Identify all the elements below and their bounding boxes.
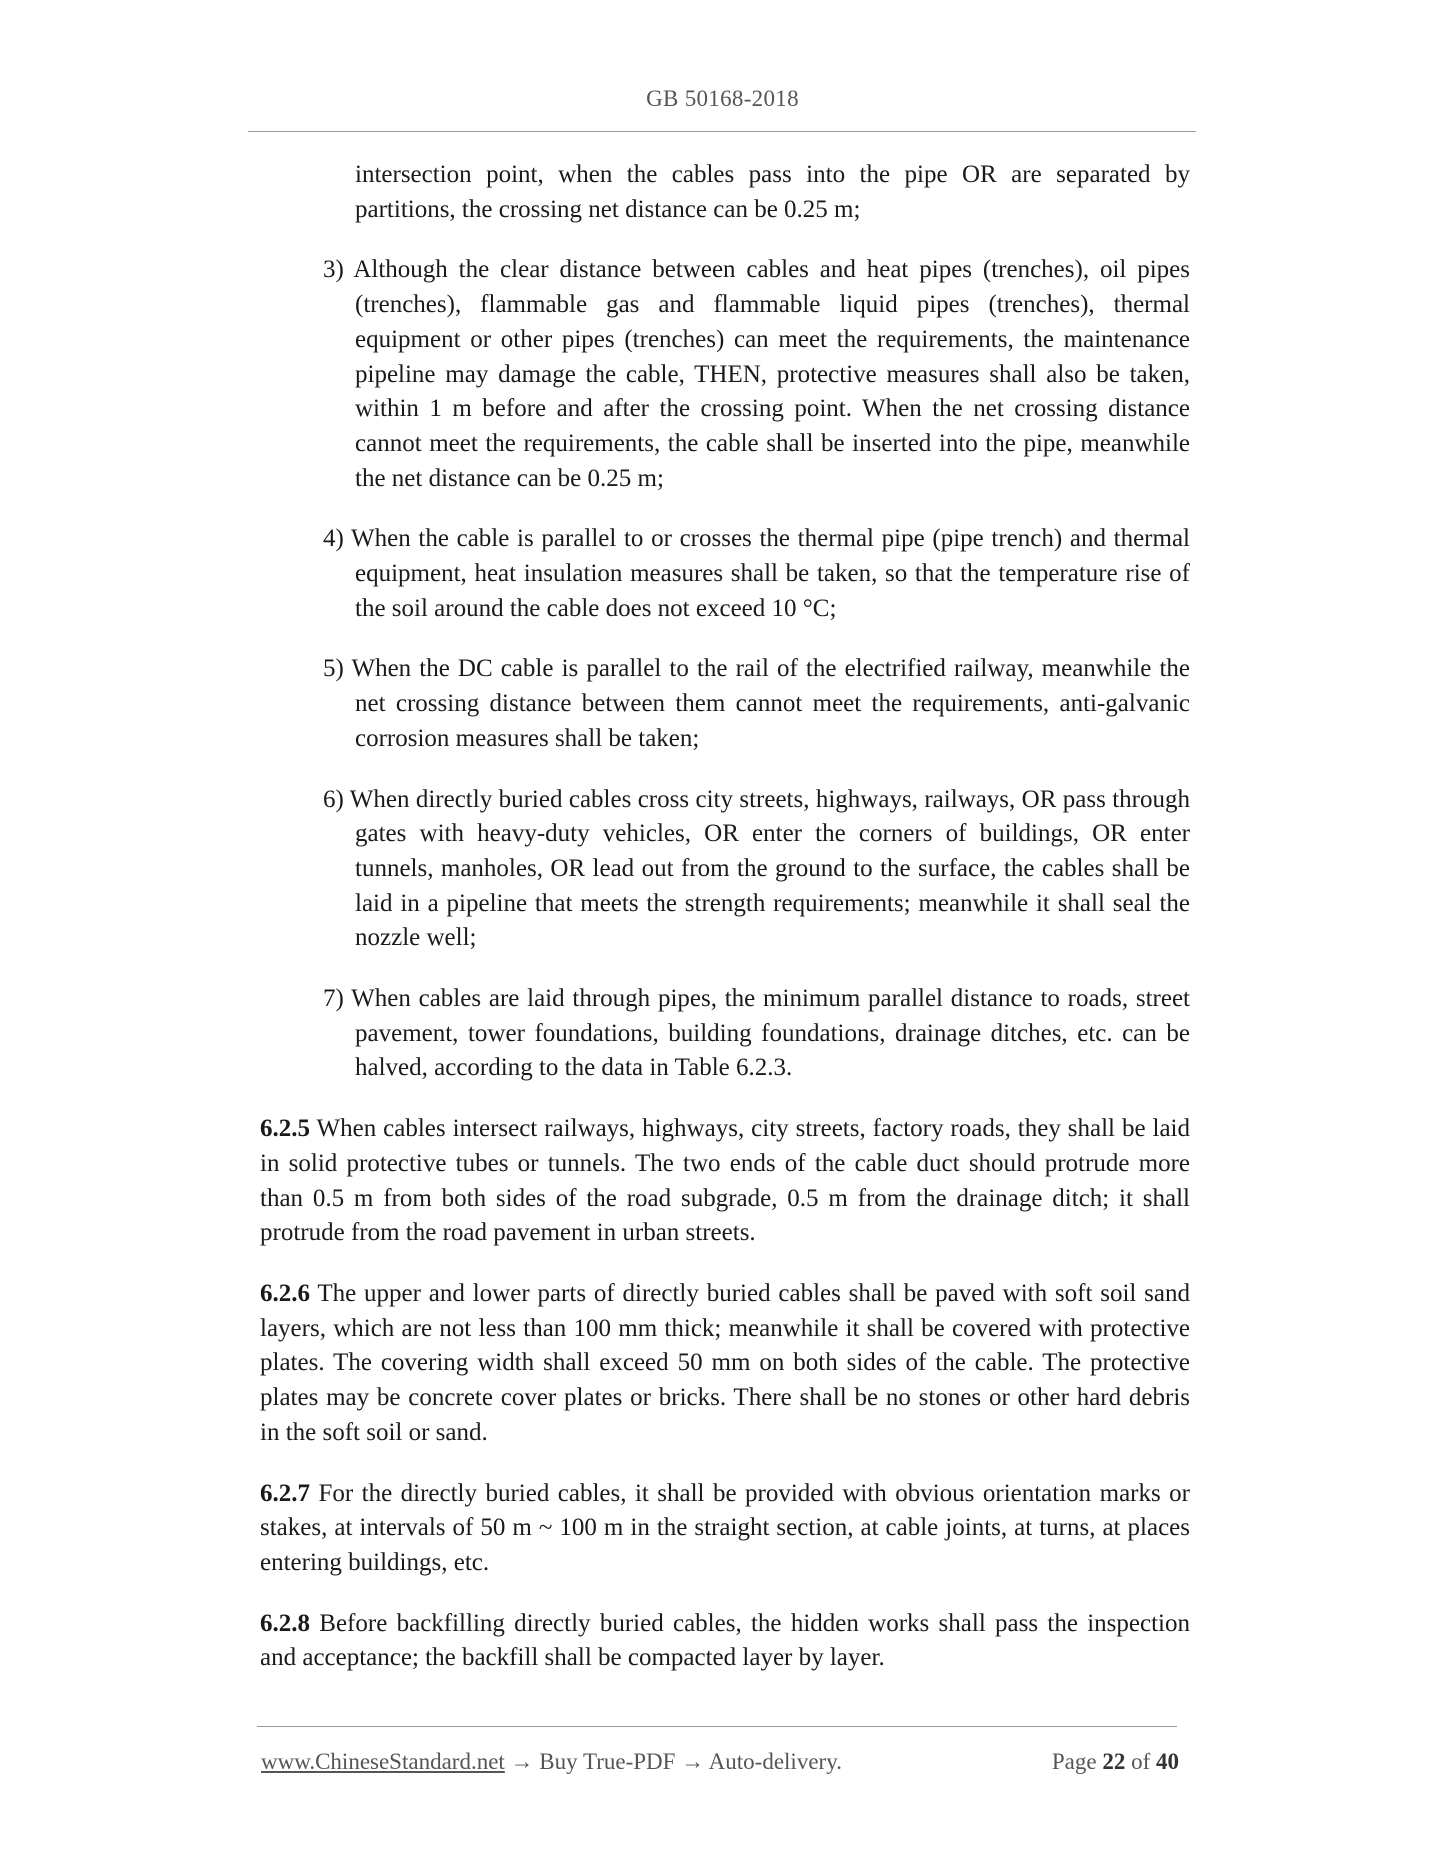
clause-text: For the directly buried cables, it shall be provided with obvious orientation marks or stakes, at intervals of 50 m ~ 100 m in the straight section, at cable joints, at turns, at places entering buildings, etc. — [260, 1479, 1190, 1576]
page-total: 40 — [1156, 1749, 1179, 1774]
arrow-icon: → — [681, 1749, 705, 1774]
clause-paragraph — [260, 1112, 1190, 1251]
list-item: 4) When the cable is parallel to or crosses the thermal pipe (pipe trench) and thermal equipment, heat insulation measures shall be taken, so that the temperature rise of the soil around the cable does not exceed 10 °C; — [323, 525, 1190, 622]
clause-paragraph — [260, 1477, 1190, 1581]
clause-number: 6.2.8 — [260, 1609, 310, 1637]
footer-promo — [261, 1749, 842, 1775]
page-number: 22 — [1102, 1749, 1126, 1774]
of-label: of — [1131, 1749, 1151, 1774]
page-indicator — [1052, 1749, 1179, 1775]
document-header: GB 50168-2018 — [646, 86, 799, 111]
clause-paragraph — [260, 1607, 1190, 1676]
clause-text: When cables intersect railways, highways, city streets, factory roads, they shall be laid in solid protective tubes or tunnels. The two ends of the cable duct should protrude more than 0.5 m from both sides of the road subgrade, 0.5 m from the drainage ditch; it shall protrude from the road pavement in urban streets. — [260, 1115, 1190, 1247]
clause-number: 6.2.7 — [260, 1479, 310, 1507]
page-label: Page — [1051, 1749, 1097, 1774]
list-item: 3) Although the clear distance between cables and heat pipes (trenches), oil pipes (trenches), flammable gas and flammable liquid pipes (trenches), thermal equipment or other pipes (trenches) can meet the requirements, the maintenance pipeline may damage the cable, THEN, protective measures shall also be taken, within 1 m before and after the crossing point. When the net crossing distance cannot meet the requirements, the cable shall be inserted into the pipe, meanwhile the net distance can be 0.25 m; — [323, 256, 1190, 492]
clause-number: 6.2.5 — [260, 1115, 310, 1143]
arrow-icon: → — [510, 1749, 534, 1774]
website-link[interactable]: www.ChineseStandard.net — [261, 1749, 505, 1774]
clause-paragraph — [260, 1277, 1190, 1451]
page-content — [260, 158, 1190, 1676]
footer-divider — [257, 1726, 1177, 1727]
list-item: 5) When the DC cable is parallel to the rail of the electrified railway, meanwhile the net crossing distance between them cannot meet the requirements, anti-galvanic corrosion measures shall be taken; — [323, 655, 1190, 752]
clause-text: Before backfilling directly buried cables, the hidden works shall pass the inspection and acceptance; the backfill shall be compacted layer by layer. — [260, 1609, 1190, 1672]
buy-true-pdf-text: Buy True-PDF — [539, 1749, 676, 1774]
continuation-paragraph: intersection point, when the cables pass into the pipe OR are separated by partitions, the crossing net distance can be 0.25 m; — [355, 161, 1190, 223]
header-divider — [248, 131, 1196, 132]
auto-delivery-text: Auto-delivery. — [708, 1749, 842, 1774]
list-item: 7) When cables are laid through pipes, the minimum parallel distance to roads, street pavement, tower foundations, building foundations, drainage ditches, etc. can be halved, according to the data in Table 6.2.3. — [323, 985, 1190, 1082]
list-item: 6) When directly buried cables cross city streets, highways, railways, OR pass through gates with heavy-duty vehicles, OR enter the corners of buildings, OR enter tunnels, manholes, OR lead out from the ground to the surface, the cables shall be laid in a pipeline that meets the strength requirements; meanwhile it shall seal the nozzle well; — [323, 785, 1190, 952]
clause-number: 6.2.6 — [260, 1279, 310, 1307]
clause-text: The upper and lower parts of directly buried cables shall be paved with soft soil sand layers, which are not less than 100 mm thick; meanwhile it shall be covered with protective plates. The covering width shall exceed 50 mm on both sides of the cable. The protective plates may be concrete cover plates or bricks. There shall be no stones or other hard debris in the soft soil or sand. — [260, 1279, 1190, 1446]
